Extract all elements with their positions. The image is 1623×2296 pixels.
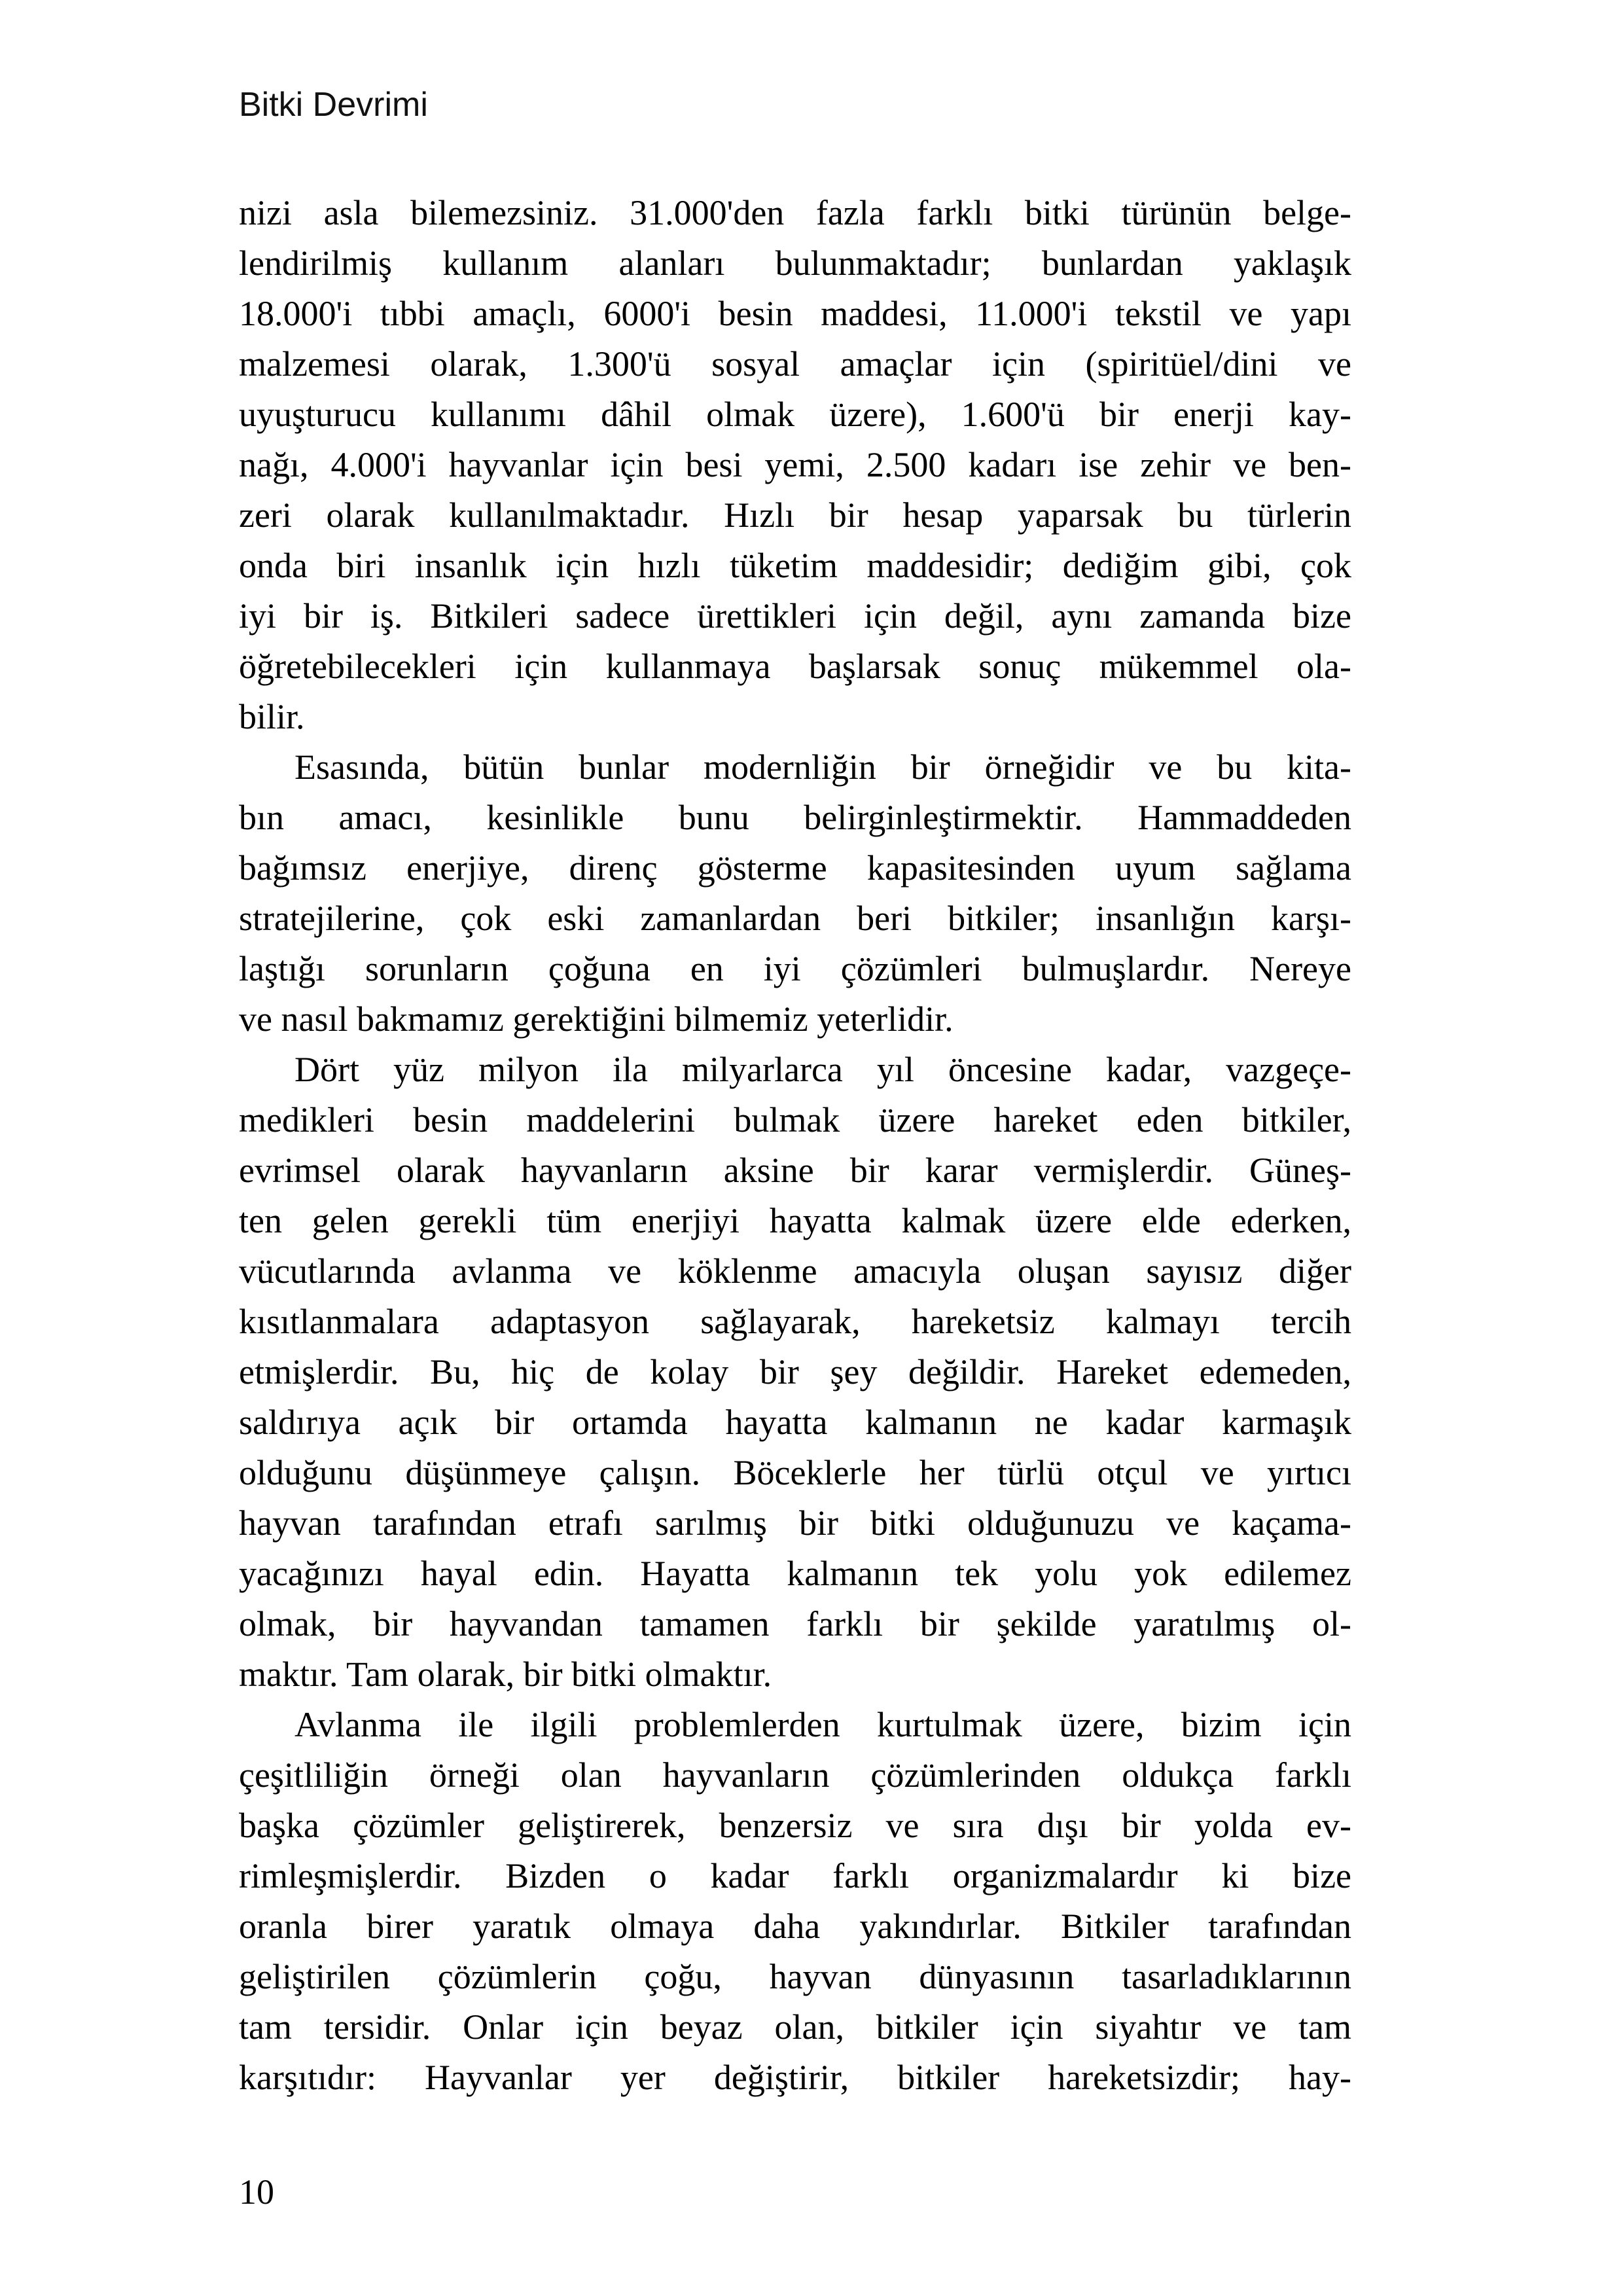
text-line: yacağınızı hayal edin. Hayatta kalmanın tek yolu yok edilemez (239, 1554, 1351, 1593)
text-line: karşıtıdır: Hayvanlar yer değiştirir, bitkiler hareketsizdir; hay- (239, 2058, 1351, 2097)
text-line: bın amacı, kesinlikle bunu belirginleştirmektir. Hammaddeden (239, 798, 1351, 837)
text-line: nağı, 4.000'i hayvanlar için besi yemi, 2.500 kadarı ise zehir ve ben- (239, 445, 1351, 484)
running-header: Bitki Devrimi (239, 86, 428, 124)
text-line: Dört yüz milyon ila milyarlarca yıl öncesine kadar, vazgeçe- (294, 1050, 1351, 1089)
text-line: kısıtlanmalara adaptasyon sağlayarak, hareketsiz kalmayı tercih (239, 1302, 1351, 1341)
text-line: etmişlerdir. Bu, hiç de kolay bir şey değildir. Hareket edemeden, (239, 1352, 1351, 1391)
text-line: nizi asla bilemezsiniz. 31.000'den fazla farklı bitki türünün belge- (239, 193, 1351, 232)
text-line: tam tersidir. Onlar için beyaz olan, bitkiler için siyahtır ve tam (239, 2007, 1351, 2047)
text-line: ve nasıl bakmamız gerektiğini bilmemiz yeterlidir. (239, 999, 954, 1039)
text-line: uyuşturucu kullanımı dâhil olmak üzere), 1.600'ü bir enerji kay- (239, 395, 1351, 434)
page-number: 10 (239, 2172, 274, 2212)
text-line: rimleşmişlerdir. Bizden o kadar farklı organizmalardır ki bize (239, 1856, 1351, 1895)
text-line: bilir. (239, 697, 305, 736)
text-line: oranla birer yaratık olmaya daha yakındırlar. Bitkiler tarafından (239, 1907, 1351, 1946)
text-line: zeri olarak kullanılmaktadır. Hızlı bir hesap yaparsak bu türlerin (239, 495, 1351, 535)
text-line: lendirilmiş kullanım alanları bulunmaktadır; bunlardan yaklaşık (239, 243, 1351, 283)
text-line: iyi bir iş. Bitkileri sadece ürettikleri için değil, aynı zamanda bize (239, 596, 1351, 636)
text-line: stratejilerine, çok eski zamanlardan beri bitkiler; insanlığın karşı- (239, 899, 1351, 938)
text-line: evrimsel olarak hayvanların aksine bir karar vermişlerdir. Güneş- (239, 1151, 1351, 1190)
text-line: geliştirilen çözümlerin çoğu, hayvan dünyasının tasarladıklarının (239, 1957, 1351, 1996)
text-line: medikleri besin maddelerini bulmak üzere hareket eden bitkiler, (239, 1100, 1351, 1139)
text-line: laştığı sorunların çoğuna en iyi çözümleri bulmuşlardır. Nereye (239, 949, 1351, 988)
text-line: öğretebilecekleri için kullanmaya başlarsak sonuç mükemmel ola- (239, 647, 1351, 686)
text-line: 18.000'i tıbbi amaçlı, 6000'i besin maddesi, 11.000'i tekstil ve yapı (239, 294, 1351, 333)
text-line: onda biri insanlık için hızlı tüketim maddesidir; dediğim gibi, çok (239, 546, 1351, 585)
text-line: olmak, bir hayvandan tamamen farklı bir şekilde yaratılmış ol- (239, 1604, 1351, 1643)
text-line: başka çözümler geliştirerek, benzersiz ve sıra dışı bir yolda ev- (239, 1806, 1351, 1845)
text-line: saldırıya açık bir ortamda hayatta kalmanın ne kadar karmaşık (239, 1403, 1351, 1442)
text-line: malzemesi olarak, 1.300'ü sosyal amaçlar için (spiritüel/dini ve (239, 344, 1351, 384)
text-line: olduğunu düşünmeye çalışın. Böceklerle her türlü otçul ve yırtıcı (239, 1453, 1351, 1492)
text-line: maktır. Tam olarak, bir bitki olmaktır. (239, 1655, 772, 1694)
text-line: vücutlarında avlanma ve köklenme amacıyla oluşan sayısız diğer (239, 1251, 1351, 1291)
body-text (239, 188, 1351, 2103)
text-line: ten gelen gerekli tüm enerjiyi hayatta kalmak üzere elde ederken, (239, 1201, 1351, 1240)
text-line: bağımsız enerjiye, direnç gösterme kapasitesinden uyum sağlama (239, 848, 1351, 888)
text-line: Esasında, bütün bunlar modernliğin bir örneğidir ve bu kita- (294, 747, 1351, 787)
text-line: hayvan tarafından etrafı sarılmış bir bitki olduğunuzu ve kaçama- (239, 1503, 1351, 1543)
text-line: Avlanma ile ilgili problemlerden kurtulmak üzere, bizim için (294, 1705, 1351, 1744)
text-line: çeşitliliğin örneği olan hayvanların çözümlerinden oldukça farklı (239, 1755, 1351, 1795)
